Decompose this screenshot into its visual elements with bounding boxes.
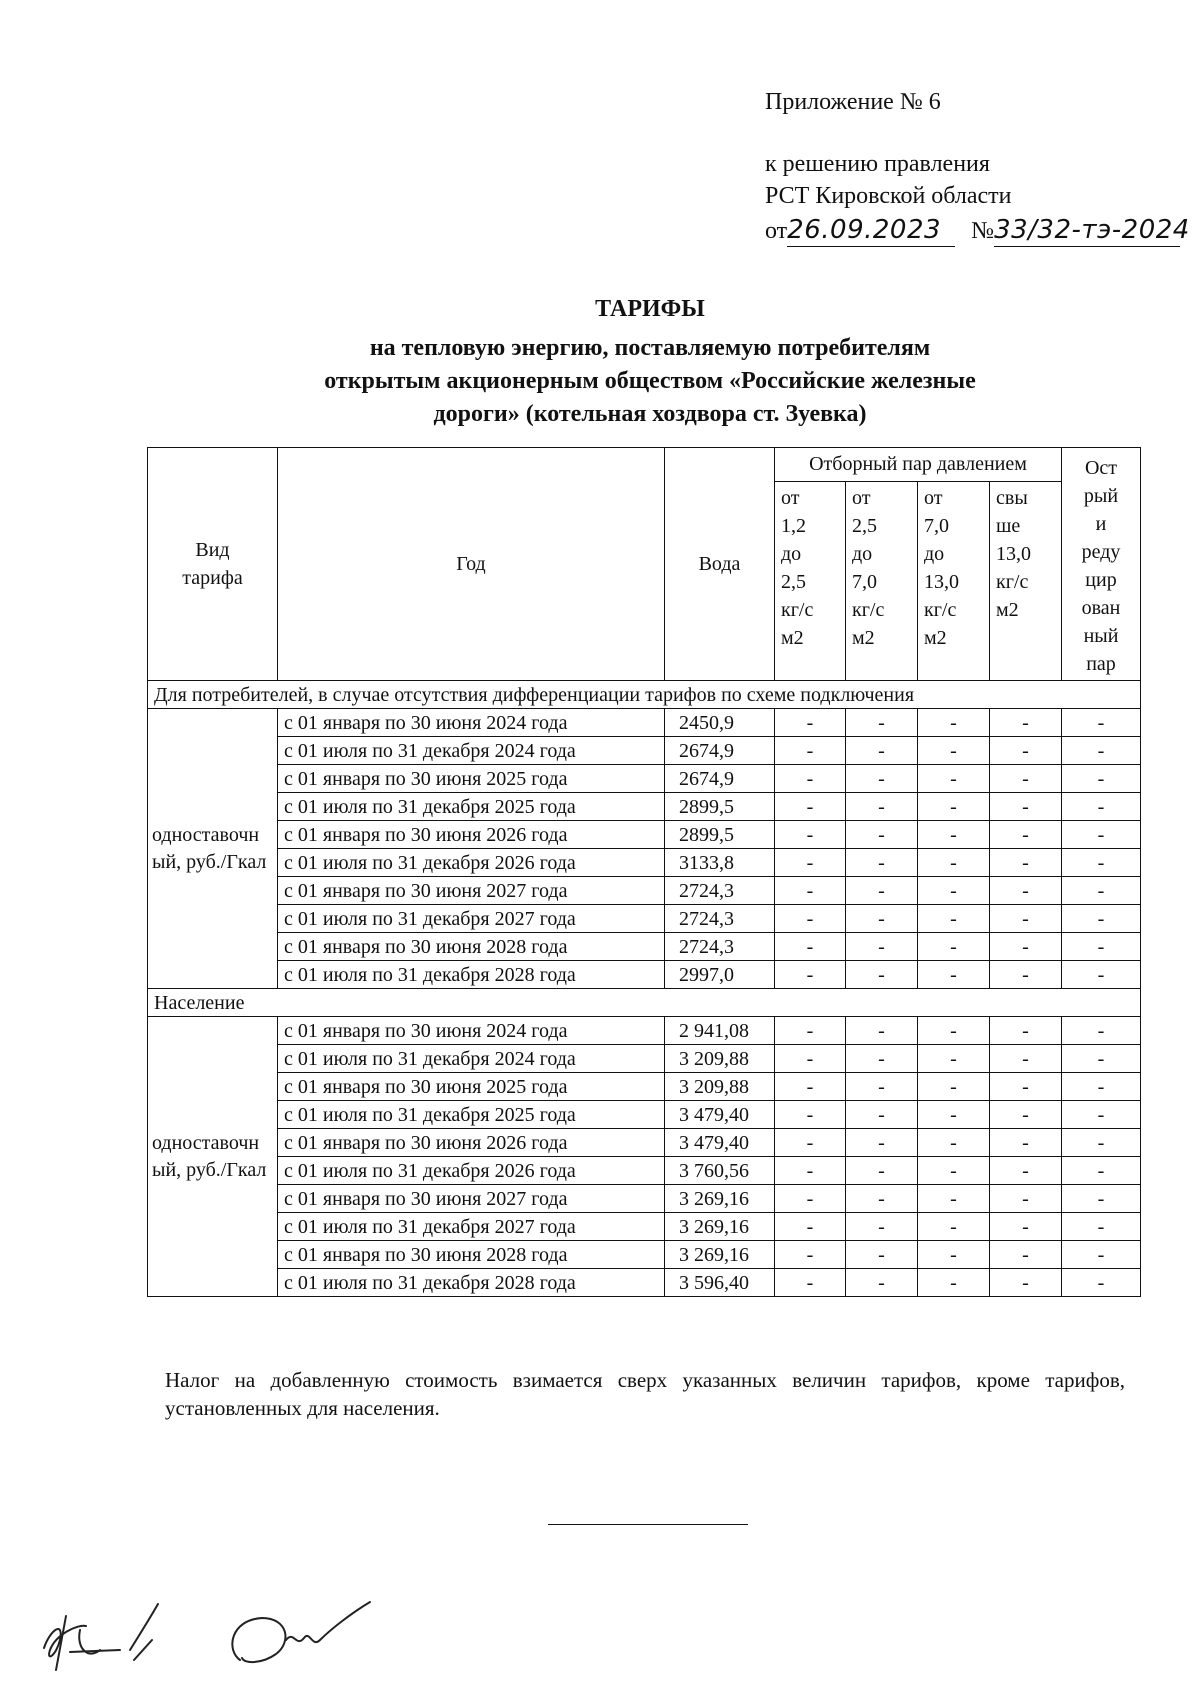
pressure-cell: - [918, 1129, 990, 1157]
pressure-cell: - [775, 1213, 846, 1241]
voda-cell: 2674,9 [665, 765, 775, 793]
from-prefix: от [765, 218, 788, 244]
pressure-cell: - [1062, 765, 1141, 793]
header-otbor: Отборный пар давлением [775, 448, 1062, 482]
pressure-cell: - [918, 821, 990, 849]
table-row [148, 1269, 1141, 1297]
pressure-cell: - [990, 905, 1062, 933]
pressure-cell: - [846, 1213, 918, 1241]
voda-cell: 3 269,16 [665, 1241, 775, 1269]
voda-cell: 3 269,16 [665, 1185, 775, 1213]
table-row [148, 961, 1141, 989]
tariff-type-cell [148, 1017, 278, 1297]
header-voda: Вода [665, 448, 775, 681]
pressure-cell: - [775, 1073, 846, 1101]
pressure-cell: - [775, 1185, 846, 1213]
period-cell: с 01 января по 30 июня 2027 года [278, 877, 665, 905]
pressure-cell: - [990, 1129, 1062, 1157]
pressure-cell: - [775, 1129, 846, 1157]
voda-cell: 3 209,88 [665, 1073, 775, 1101]
pressure-cell: - [775, 1157, 846, 1185]
decision-line: к решению правления [765, 151, 990, 177]
table-row [148, 1101, 1141, 1129]
section-row [148, 681, 1141, 709]
pressure-cell: - [990, 1269, 1062, 1297]
pressure-cell: - [918, 1269, 990, 1297]
pressure-cell: - [846, 1129, 918, 1157]
table-row [148, 821, 1141, 849]
pressure-cell: - [918, 1157, 990, 1185]
pressure-cell: - [918, 1045, 990, 1073]
pressure-cell: - [1062, 905, 1141, 933]
pressure-cell: - [990, 793, 1062, 821]
period-cell: с 01 января по 30 июня 2028 года [278, 1241, 665, 1269]
pressure-cell: - [846, 933, 918, 961]
pressure-cell: - [846, 793, 918, 821]
pressure-cell: - [918, 905, 990, 933]
period-cell: с 01 января по 30 июня 2025 года [278, 765, 665, 793]
pressure-cell: - [1062, 1045, 1141, 1073]
section-title: Население [148, 989, 1141, 1017]
pressure-cell: - [846, 1185, 918, 1213]
pressure-cell: - [846, 765, 918, 793]
tariff-type-label: одноставочный, руб./Гкал [152, 823, 267, 873]
pressure-cell: - [1062, 1185, 1141, 1213]
title-line-2: открытым акционерным обществом «Российские железные [324, 368, 976, 394]
pressure-cell: - [1062, 737, 1141, 765]
voda-cell: 3 479,40 [665, 1101, 775, 1129]
period-cell: с 01 января по 30 июня 2024 года [278, 709, 665, 737]
section-row [148, 989, 1141, 1017]
pressure-cell: - [990, 961, 1062, 989]
title-line-1: на тепловую энергию, поставляемую потребителям [369, 335, 931, 361]
period-cell: с 01 июля по 31 декабря 2025 года [278, 1101, 665, 1129]
pressure-cell: - [990, 849, 1062, 877]
number-prefix: № [971, 218, 995, 244]
pressure-cell: - [846, 1241, 918, 1269]
pressure-cell: - [918, 709, 990, 737]
voda-cell: 2724,3 [665, 933, 775, 961]
pressure-cell: - [1062, 1269, 1141, 1297]
pressure-cell: - [990, 877, 1062, 905]
pressure-cell: - [918, 1241, 990, 1269]
pressure-cell: - [1062, 709, 1141, 737]
section-title: Для потребителей, в случае отсутствия дифференциации тарифов по схеме подключения [148, 681, 1141, 709]
period-cell: с 01 января по 30 июня 2028 года [278, 933, 665, 961]
table-row [148, 1157, 1141, 1185]
pressure-cell: - [990, 1185, 1062, 1213]
pressure-cell: - [846, 737, 918, 765]
period-cell: с 01 июля по 31 декабря 2028 года [278, 1269, 665, 1297]
pressure-cell: - [846, 1101, 918, 1129]
header-p4: свы ше 13,0 кг/с м2 [990, 481, 1062, 680]
pressure-cell: - [1062, 1101, 1141, 1129]
period-cell: с 01 января по 30 июня 2026 года [278, 1129, 665, 1157]
pressure-cell: - [990, 821, 1062, 849]
title-line-3: дороги» (котельная хоздвора ст. Зуевка) [433, 401, 867, 427]
table-row [148, 905, 1141, 933]
pressure-cell: - [1062, 933, 1141, 961]
table-row [148, 1017, 1141, 1045]
pressure-cell: - [918, 1017, 990, 1045]
handwritten-initials [30, 1590, 390, 1680]
pressure-cell: - [918, 1213, 990, 1241]
period-cell: с 01 января по 30 июня 2025 года [278, 1073, 665, 1101]
pressure-cell: - [1062, 1213, 1141, 1241]
voda-cell: 3 269,16 [665, 1213, 775, 1241]
pressure-cell: - [1062, 961, 1141, 989]
pressure-cell: - [846, 1017, 918, 1045]
pressure-cell: - [775, 793, 846, 821]
pressure-cell: - [846, 1157, 918, 1185]
pressure-cell: - [1062, 1129, 1141, 1157]
pressure-cell: - [918, 933, 990, 961]
pressure-cell: - [990, 737, 1062, 765]
tariff-type-cell [148, 709, 278, 989]
tariff-table-body [148, 681, 1141, 1297]
period-cell: с 01 июля по 31 декабря 2024 года [278, 737, 665, 765]
pressure-cell: - [990, 1213, 1062, 1241]
pressure-cell: - [846, 1045, 918, 1073]
pressure-cell: - [990, 1045, 1062, 1073]
pressure-cell: - [990, 709, 1062, 737]
voda-cell: 2997,0 [665, 961, 775, 989]
table-row [148, 1073, 1141, 1101]
pressure-cell: - [918, 1073, 990, 1101]
pressure-cell: - [846, 709, 918, 737]
header-row [148, 448, 1141, 482]
pressure-cell: - [775, 849, 846, 877]
header-p2: от 2,5 до 7,0 кг/с м2 [846, 481, 918, 680]
table-row [148, 1045, 1141, 1073]
table-row [148, 849, 1141, 877]
pressure-cell: - [990, 1157, 1062, 1185]
table-row [148, 737, 1141, 765]
header-p1: от 1,2 до 2,5 кг/с м2 [775, 481, 846, 680]
pressure-cell: - [990, 1073, 1062, 1101]
pressure-cell: - [775, 933, 846, 961]
pressure-cell: - [775, 1269, 846, 1297]
voda-cell: 3 479,40 [665, 1129, 775, 1157]
table-row [148, 933, 1141, 961]
pressure-cell: - [990, 933, 1062, 961]
pressure-cell: - [775, 737, 846, 765]
header-vid: Вид тарифа [148, 448, 278, 681]
pressure-cell: - [775, 1101, 846, 1129]
table-row [148, 1241, 1141, 1269]
pressure-cell: - [846, 877, 918, 905]
pressure-cell: - [846, 821, 918, 849]
voda-cell: 2724,3 [665, 877, 775, 905]
voda-cell: 2724,3 [665, 905, 775, 933]
voda-cell: 2450,9 [665, 709, 775, 737]
pressure-cell: - [918, 793, 990, 821]
pressure-cell: - [1062, 1017, 1141, 1045]
period-cell: с 01 января по 30 июня 2027 года [278, 1185, 665, 1213]
voda-cell: 2674,9 [665, 737, 775, 765]
pressure-cell: - [775, 709, 846, 737]
period-cell: с 01 января по 30 июня 2026 года [278, 821, 665, 849]
pressure-cell: - [1062, 821, 1141, 849]
appendix-label: Приложение № 6 [765, 89, 941, 115]
pressure-cell: - [1062, 1157, 1141, 1185]
table-row [148, 1213, 1141, 1241]
table-row [148, 765, 1141, 793]
pressure-cell: - [775, 1017, 846, 1045]
separator-rule [548, 1524, 748, 1525]
pressure-cell: - [846, 961, 918, 989]
pressure-cell: - [1062, 1241, 1141, 1269]
pressure-cell: - [918, 1101, 990, 1129]
header-ostr: Ост рый и реду цир ован ный пар [1062, 448, 1141, 681]
decision-number: 33/32-тэ-2024 [994, 215, 1190, 245]
pressure-cell: - [846, 1073, 918, 1101]
tariff-table [147, 447, 1141, 1297]
pressure-cell: - [990, 1101, 1062, 1129]
pressure-cell: - [1062, 849, 1141, 877]
pressure-cell: - [1062, 877, 1141, 905]
table-row [148, 793, 1141, 821]
pressure-cell: - [990, 1017, 1062, 1045]
voda-cell: 3 760,56 [665, 1157, 775, 1185]
period-cell: с 01 июля по 31 декабря 2024 года [278, 1045, 665, 1073]
voda-cell: 2899,5 [665, 793, 775, 821]
pressure-cell: - [1062, 793, 1141, 821]
voda-cell: 3133,8 [665, 849, 775, 877]
pressure-cell: - [846, 1269, 918, 1297]
voda-cell: 2899,5 [665, 821, 775, 849]
pressure-cell: - [1062, 1073, 1141, 1101]
period-cell: с 01 июля по 31 декабря 2027 года [278, 1213, 665, 1241]
pressure-cell: - [918, 765, 990, 793]
pressure-cell: - [918, 849, 990, 877]
pressure-cell: - [775, 905, 846, 933]
table-row [148, 1129, 1141, 1157]
decision-date: 26.09.2023 [787, 214, 955, 247]
date-number-line [765, 214, 1190, 247]
period-cell: с 01 июля по 31 декабря 2027 года [278, 905, 665, 933]
pressure-cell: - [918, 961, 990, 989]
pressure-cell: - [846, 905, 918, 933]
pressure-cell: - [775, 1241, 846, 1269]
period-cell: с 01 июля по 31 декабря 2026 года [278, 849, 665, 877]
period-cell: с 01 июля по 31 декабря 2025 года [278, 793, 665, 821]
table-row [148, 877, 1141, 905]
voda-cell: 2 941,08 [665, 1017, 775, 1045]
pressure-cell: - [775, 1045, 846, 1073]
pressure-cell: - [990, 765, 1062, 793]
document-title: ТАРИФЫ [595, 296, 705, 322]
authority-line: РСТ Кировской области [765, 183, 1012, 209]
pressure-cell: - [990, 1241, 1062, 1269]
pressure-cell: - [846, 849, 918, 877]
pressure-cell: - [918, 737, 990, 765]
tariff-type-label: одноставочный, руб./Гкал [152, 1131, 267, 1181]
pressure-cell: - [918, 877, 990, 905]
period-cell: с 01 июля по 31 декабря 2026 года [278, 1157, 665, 1185]
period-cell: с 01 января по 30 июня 2024 года [278, 1017, 665, 1045]
pressure-cell: - [775, 961, 846, 989]
table-row [148, 1185, 1141, 1213]
pressure-cell: - [775, 821, 846, 849]
pressure-cell: - [775, 765, 846, 793]
header-god: Год [278, 448, 665, 681]
table-row [148, 709, 1141, 737]
voda-cell: 3 596,40 [665, 1269, 775, 1297]
pressure-cell: - [918, 1185, 990, 1213]
voda-cell: 3 209,88 [665, 1045, 775, 1073]
vat-note: Налог на добавленную стоимость взимается сверх указанных величин тарифов, кроме тарифов, установленных для населения. [165, 1368, 1125, 1420]
period-cell: с 01 июля по 31 декабря 2028 года [278, 961, 665, 989]
pressure-cell: - [775, 877, 846, 905]
header-p3: от 7,0 до 13,0 кг/с м2 [918, 481, 990, 680]
